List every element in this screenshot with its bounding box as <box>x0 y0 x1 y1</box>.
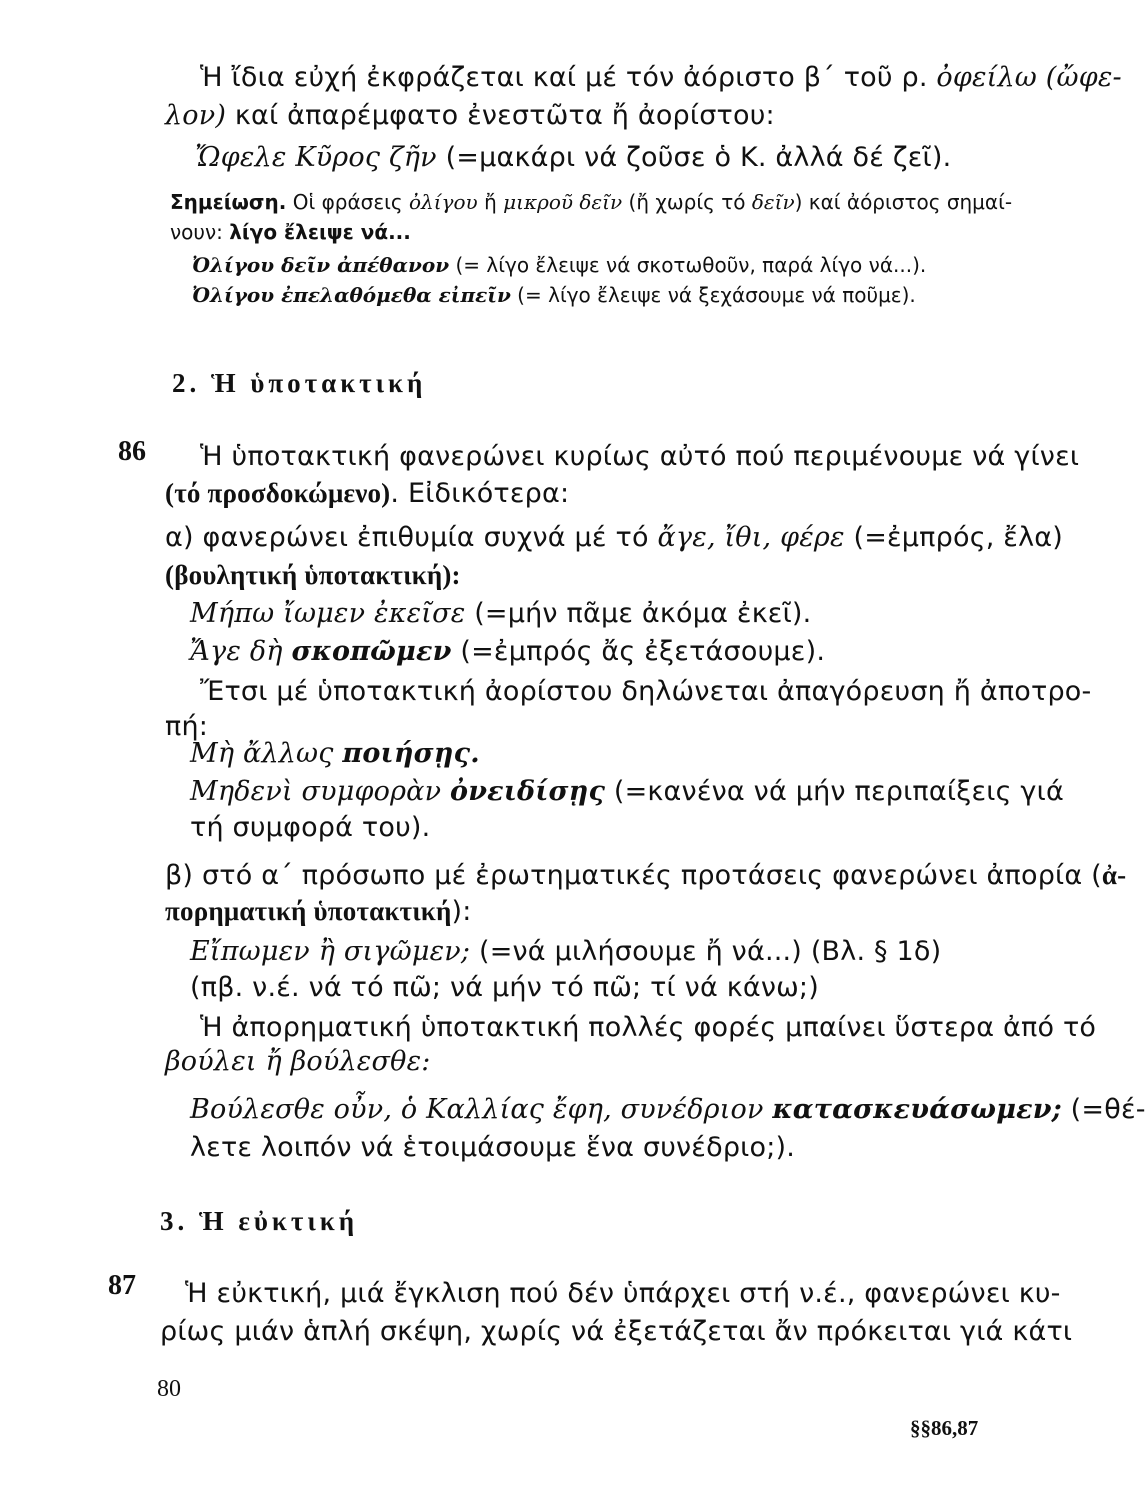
s86-line-3 <box>165 522 1103 553</box>
text-italic: λον) <box>165 100 227 131</box>
text: (=ἐμπρός, ἔλα) <box>844 522 1064 553</box>
s86-line-15: (πβ. ν.έ. νά τό πῶ; νά μήν τό πῶ; τί νά κάνω;) <box>190 972 819 1003</box>
text: νουν: <box>170 220 230 244</box>
s86-line-16: Ἡ ἀπορηματική ὑποτακτική πολλές φορές μπαίνει ὕστερα ἀπό τό <box>200 1012 1097 1043</box>
s86-line-12 <box>165 860 1127 891</box>
s86-line-2 <box>165 478 1103 509</box>
text-italic: ὀφείλω (ὤφε- <box>936 62 1122 93</box>
s86-line-8: πή: <box>165 711 209 742</box>
text-bold: (τό προσδοκώμενο) <box>165 478 391 508</box>
s86-line-13 <box>165 896 1103 927</box>
text-italic: Ἄγε δὴ <box>190 636 292 667</box>
text-italic: μικροῦ δεῖν <box>503 190 623 214</box>
text: Ἡ ἴδια εὐχή ἐκφράζεται καί μέ τόν ἀόριστο β΄ τοῦ ρ. <box>200 62 937 93</box>
note-line-4 <box>192 283 1103 307</box>
s86-line-10 <box>190 776 1103 807</box>
note-line-2 <box>170 220 1103 244</box>
section-heading-subjunctive: 2. Ἡ ὑποτακτική <box>172 368 427 398</box>
text: (= λίγο ἔλειψε νά σκοτωθοῦν, παρά λίγο νά...). <box>449 253 927 277</box>
text-bold-italic: σκοπῶμεν <box>291 636 452 667</box>
text-italic: Εἴπωμεν ἢ σιγῶμεν; <box>190 936 471 967</box>
para-1-line-1 <box>200 62 1122 93</box>
text: (=κανένα νά μήν περιπαίξεις γιά <box>605 776 1064 807</box>
text-italic: Βούλεσθε οὖν, ὁ Καλλίας ἔφη, συνέδριον <box>190 1094 773 1125</box>
text-italic: Ὀλίγου ἐπελαθόμεθα εἰπεῖν <box>192 283 511 307</box>
text: α) φανερώνει ἐπιθυμία συχνά μέ τό <box>165 522 658 553</box>
text-bold-italic: ποιήσῃς. <box>342 738 480 769</box>
s87-line-1: Ἡ εὐκτική, μιά ἔγκλιση πού δέν ὑπάρχει στή ν.έ., φανερώνει κυ- <box>185 1278 1061 1309</box>
s86-line-19: λετε λοιπόν νά ἑτοιμάσουμε ἕνα συνέδριο;). <box>190 1132 796 1163</box>
para-1-line-2 <box>165 100 1103 131</box>
text-bold: ἀ- <box>1101 860 1127 890</box>
text: (ἤ χωρίς τό <box>622 190 752 214</box>
s86-line-9 <box>190 738 1103 769</box>
s86-line-11: τή συμφορά του). <box>190 812 431 843</box>
text: . Εἰδικότερα: <box>390 478 570 509</box>
text: (=μακάρι νά ζοῦσε ὁ Κ. ἀλλά δέ ζεῖ). <box>436 142 952 173</box>
text: καί ἀπαρέμφατο ἐνεστῶτα ἤ ἀορίστου: <box>226 100 775 131</box>
example-ofele <box>195 142 1103 173</box>
text-italic: δεῖν <box>751 190 795 214</box>
note-line-1 <box>170 190 1103 214</box>
text: (=μήν πᾶμε ἀκόμα ἐκεῖ). <box>465 598 812 629</box>
section-number-86: 86 <box>118 436 146 467</box>
s86-line-5 <box>190 598 1103 629</box>
s86-line-18 <box>190 1094 1146 1125</box>
s86-line-7: Ἔτσι μέ ὑποτακτική ἀορίστου δηλώνεται ἀπαγόρευση ἤ ἀποτρο- <box>200 676 1092 707</box>
text-italic: Μηδενὶ συμφορὰν <box>190 776 451 807</box>
note-label: Σημείωση. <box>170 190 287 214</box>
text-bold: πορηματική ὑποτακτική <box>165 896 452 926</box>
note-line-3 <box>192 253 1103 277</box>
s86-line-1: Ἡ ὑποτακτική φανερώνει κυρίως αὐτό πού περιμένουμε νά γίνει <box>200 441 1080 472</box>
section-number-87: 87 <box>108 1270 136 1301</box>
s86-line-6 <box>190 636 1103 667</box>
text: (=θέ- <box>1061 1094 1146 1125</box>
text-italic: Μὴ ἄλλως <box>190 738 343 769</box>
text-italic: ὀλίγου <box>409 190 478 214</box>
text: (= λίγο ἔλειψε νά ξεχάσουμε νά ποῦμε). <box>510 283 916 307</box>
section-heading-optative: 3. Ἡ εὐκτική <box>160 1206 359 1236</box>
text-italic: ἄγε, ἴθι, φέρε <box>657 522 845 553</box>
s86-line-14 <box>190 936 1103 967</box>
page-number: 80 <box>157 1376 181 1402</box>
text-italic: Μήπω ἴωμεν ἐκεῖσε <box>190 598 466 629</box>
text: ἤ <box>477 190 504 214</box>
footer-section-ref: §§86,87 <box>910 1416 979 1440</box>
text: (=νά μιλήσουμε ἤ νά...) (Βλ. § 1δ) <box>470 936 942 967</box>
text-bold: λίγο ἔλειψε νά... <box>229 220 411 244</box>
text-bold-italic: ὀνειδίσῃς <box>450 776 606 807</box>
text: ) καί ἀόριστος σημαί- <box>794 190 1013 214</box>
s87-line-2: ρίως μιάν ἁπλή σκέψη, χωρίς νά ἐξετάζεται ἄν πρόκειται γιά κάτι <box>160 1316 1073 1347</box>
text: ): <box>451 896 472 927</box>
text: (=ἐμπρός ἄς ἐξετάσουμε). <box>451 636 826 667</box>
text-italic: Ὤφελε Κῦρος ζῆν <box>195 142 437 173</box>
s86-line-4: (βουλητική ὑποτακτική): <box>165 560 461 590</box>
text-italic: Ὀλίγου δεῖν ἀπέθανον <box>192 253 450 277</box>
text-bold-italic: κατασκευάσωμεν; <box>772 1094 1062 1125</box>
text: Οἱ φράσεις <box>286 190 409 214</box>
text: β) στό α΄ πρόσωπο μέ ἐρωτηματικές προτάσεις φανερώνει ἀπορία ( <box>165 860 1102 891</box>
s86-line-17: βούλει ἤ βούλεσθε: <box>165 1046 431 1077</box>
